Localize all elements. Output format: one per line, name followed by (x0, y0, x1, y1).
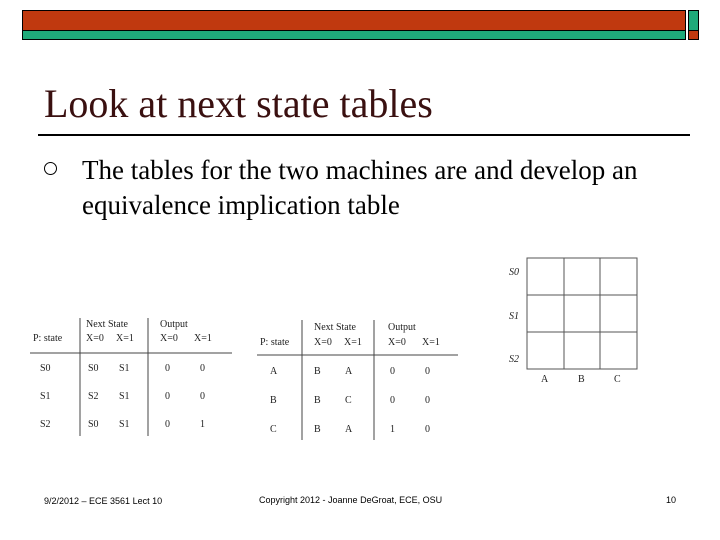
implication-grid-border (527, 258, 637, 369)
t1-cell: S0 (88, 363, 99, 374)
t2-cell: B (314, 366, 321, 377)
t1-sub-x1-next: X=1 (116, 333, 134, 344)
implication-col-label: A (541, 374, 549, 385)
t2-cell: 0 (390, 366, 395, 377)
t1-cell: 0 (200, 363, 205, 374)
t1-header-present-state: P: state (33, 333, 63, 344)
t2-sub-x0-out: X=0 (388, 337, 406, 348)
bullet-text: The tables for the two machines are and develop an equivalence implication table (82, 155, 638, 220)
slide-title: Look at next state tables (44, 81, 433, 126)
t1-sub-x0-next: X=0 (86, 333, 104, 344)
implication-row-label: S1 (509, 311, 519, 322)
t1-cell: S2 (88, 391, 99, 402)
t1-cell: 1 (200, 419, 205, 430)
t1-cell: S2 (40, 419, 51, 430)
t2-cell: B (314, 395, 321, 406)
t2-header-next-state: Next State (314, 322, 356, 333)
t2-header-output: Output (388, 322, 416, 333)
t2-cell: B (314, 424, 321, 435)
t2-cell: 0 (425, 424, 430, 435)
t2-cell: C (345, 395, 352, 406)
next-state-table-1 (30, 318, 232, 436)
t2-cell: 0 (425, 395, 430, 406)
implication-table (509, 258, 637, 385)
t1-header-next-state: Next State (86, 319, 128, 330)
implication-row-label: S0 (509, 267, 519, 278)
footer-copyright: Copyright 2012 - Joanne DeGroat, ECE, OSU (259, 495, 443, 505)
t1-cell: 0 (165, 391, 170, 402)
implication-row-label: S2 (509, 354, 519, 365)
t1-cell: S1 (40, 391, 51, 402)
footer-date: 9/2/2012 – ECE 3561 Lect 10 (44, 496, 163, 506)
t2-cell: B (270, 395, 277, 406)
t1-cell: S1 (119, 363, 130, 374)
t1-cell: S1 (119, 391, 130, 402)
implication-col-label: B (578, 374, 585, 385)
t1-sub-x0-out: X=0 (160, 333, 178, 344)
t2-header-present-state: P: state (260, 337, 290, 348)
t2-cell: 0 (425, 366, 430, 377)
t2-cell: A (345, 366, 353, 377)
t2-cell: 0 (390, 395, 395, 406)
t1-cell: S0 (40, 363, 51, 374)
next-state-table-2 (257, 320, 458, 440)
implication-col-label: C (614, 374, 621, 385)
t2-cell: A (270, 366, 278, 377)
t1-header-output: Output (160, 319, 188, 330)
t1-cell: 0 (165, 419, 170, 430)
t2-cell: 1 (390, 424, 395, 435)
t2-cell: C (270, 424, 277, 435)
t2-cell: A (345, 424, 353, 435)
t1-sub-x1-out: X=1 (194, 333, 212, 344)
t1-cell: S1 (119, 419, 130, 430)
footer-page-number: 10 (666, 495, 677, 505)
t1-cell: 0 (165, 363, 170, 374)
t2-sub-x1-next: X=1 (344, 337, 362, 348)
t2-sub-x1-out: X=1 (422, 337, 440, 348)
t1-cell: S0 (88, 419, 99, 430)
t2-sub-x0-next: X=0 (314, 337, 332, 348)
t1-cell: 0 (200, 391, 205, 402)
